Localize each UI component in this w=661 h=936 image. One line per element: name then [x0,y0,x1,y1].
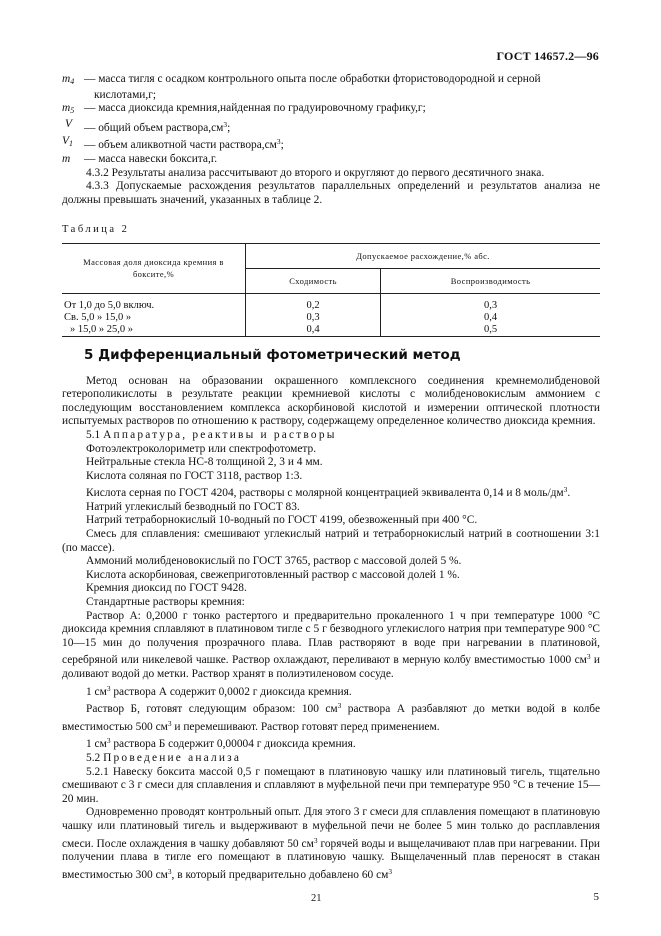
paragraph-solution-b: Раствор Б, готовят следующим образом: 100 $см^3$ раствора А разбавляют до метки водой в колбе вместимостью 500 $см^3$ и перемешивают. Раствор готовят перед применением. [62,701,600,733]
paragraph-4-3-3: 4.3.3 Допускаемые расхождения результатов параллельных определений и результатов анализа не должны превышать значений, указанных в таблице 2. [62,180,600,206]
definition-v1 [62,135,600,153]
definition-v [62,118,600,136]
paragraph: Натрий тетраборнокислый 10-водный по ГОСТ 4199, обезвоженный при 400 °С. [86,514,478,527]
paragraph: Кремния диоксид по ГОСТ 9428. [86,582,247,595]
symbol: V [62,135,69,148]
paragraph: Стандартные растворы кремния: [86,596,245,609]
table-row: Св. 5,0 » 15,0 » 0,3 0,4 [62,312,600,324]
symbol: m [62,102,71,115]
page-content [62,73,600,882]
table-header-convergence: Сходимость [246,268,381,293]
definition-continuation: кислотами,г; [94,88,157,101]
paragraph-solution-a: Раствор А: 0,2000 г тонко растертого и предварительно прокаленного 1 ч при температуре 1000 °С диоксида кремния сплавляют в платиновом тигле с 5 г безводного углекислого натрия при температуре 900 °С 10—15 мин до получения прозрачного плава. Плав растворяют в воде при нагревании в платиновой, серебряной или никелевой чашке. Раствор охлаждают, переливают в мерную колбу вместимостью 1000 $см^3$ и доливают водой до метки. Раствор хранят в полиэтиленовом сосуде. [62,609,600,680]
definition-m5 [62,102,600,118]
paragraph: Нейтральные стекла НС-8 толщиной 2, 3 и 4 мм. [86,456,323,469]
table-row: » 15,0 » 25,0 » 0,4 0,5 [62,324,600,337]
paragraph: Аммоний молибденовокислый по ГОСТ 3765, раствор с массовой долей 5 %. [86,555,462,568]
table-row: От 1,0 до 5,0 включ. 0,2 0,3 [62,293,600,312]
table-header-reproducibility: Воспроизводимость [381,268,600,293]
page-header-standard: ГОСТ 14657.2—96 [496,49,599,63]
symbol-subscript: 4 [70,77,75,86]
page-number-center: 21 [311,893,322,904]
paragraph: Кислота аскорбиновая, свежеприготовленный раствор с массовой долей 1 %. [86,568,460,581]
definition-m4 [62,73,600,89]
definition-text: — масса тигля с осадком контрольного опыта после обработки фтористоводородной и серной [84,73,541,85]
symbol-subscript: 1 [68,139,73,149]
paragraph: 1 $см^3$ раствора А содержит 0,0002 г диоксида кремния. [86,683,352,698]
page-number-right: 5 [593,891,599,903]
definition-text: — общий объем $раствора,см^3$; [84,119,231,134]
symbol: m [62,73,71,85]
symbol-definitions [62,73,600,167]
definition-m [62,153,600,167]
definition-text: — объем аликвотной части $раствора,см^3$; [84,137,284,152]
definition-text: — масса навески боксита,г. [84,152,218,165]
symbol-subscript: 5 [70,106,75,116]
paragraph: Фотоэлектроколориметр или спектрофотометр. [86,442,317,455]
paragraph: 1 $см^3$ раствора Б содержит 0,00004 г диоксида кремния. [86,736,356,751]
paragraph: Кислота соляная по ГОСТ 3118, раствор 1:3. [86,469,303,482]
table-caption: Таблица 2 [62,224,130,236]
subsection-5-2-heading: 5.2 Проведение анализа [86,751,242,764]
table-2 [62,243,600,337]
subsection-5-1-heading: 5.1 Аппаратура, реактивы и растворы [86,428,337,441]
paragraph: Смесь для сплавления: смешивают углекислый натрий и тетраборнокислый натрий в соотношении 3:1 (по массе). [62,528,600,554]
definition-text: — масса диоксида кремния,найденная по градуировочному графику,г; [84,102,426,115]
paragraph-method-intro: Метод основан на образовании окрашенного комплексного соединения кремнемолибденовой гетерополикислоты в результате реакции кремниевой кислоты с молибденовокислым аммонием с последующим восстановлением комплекса аскорбиновой кислотой и измерении оптической плотности испытуемых растворов по отношению к раствору, содержащему определенное количество диоксида кремния. [62,374,600,428]
symbol: m [62,152,71,165]
symbol: V [65,117,72,130]
section-heading: 5 Дифференциальный фотометрический метод [84,346,461,363]
paragraph-control-test: Одновременно проводят контрольный опыт. Для этого 3 г смеси для сплавления помещают в платиновую чашку или платиновый тигель и выдерживают в муфельной печи не более 5 мин только до расплавления смеси. После охлаждения в чашку добавляют 50 $см^3$ горячей воды и выщелачивают плав при нагревании. При получении плава в тигле его помещают в платиновую чашку. Выщелаченный плав переносят в стакан вместимостью 300 $см^3$, в который предварительно добавлено 60 $см^3$ [62,806,600,881]
table-header-mass-fraction: Массовая доля диоксида кремния в боксите,% [62,243,246,293]
paragraph-5-2-1: 5.2.1 Навеску боксита массой 0,5 г помещают в платиновую чашку или платиновый тигель, тщательно смешивают с 3 г смеси для сплавления и сплавляют в муфельной печи при температуре 950 °С в течение 15—20 мин. [62,765,600,805]
table-header-tolerance: Допускаемое расхождение,% абс. [246,243,601,268]
paragraph: Натрий углекислый безводный по ГОСТ 83. [86,500,300,513]
paragraph: Кислота серная по ГОСТ 4204, растворы с молярной концентрацией эквивалента 0,14 и 8 моль/$дм^3$. [86,485,571,500]
paragraph-4-3-2: 4.3.2 Результаты анализа рассчитывают до второго и округляют до первого десятичного знака. [86,166,545,179]
